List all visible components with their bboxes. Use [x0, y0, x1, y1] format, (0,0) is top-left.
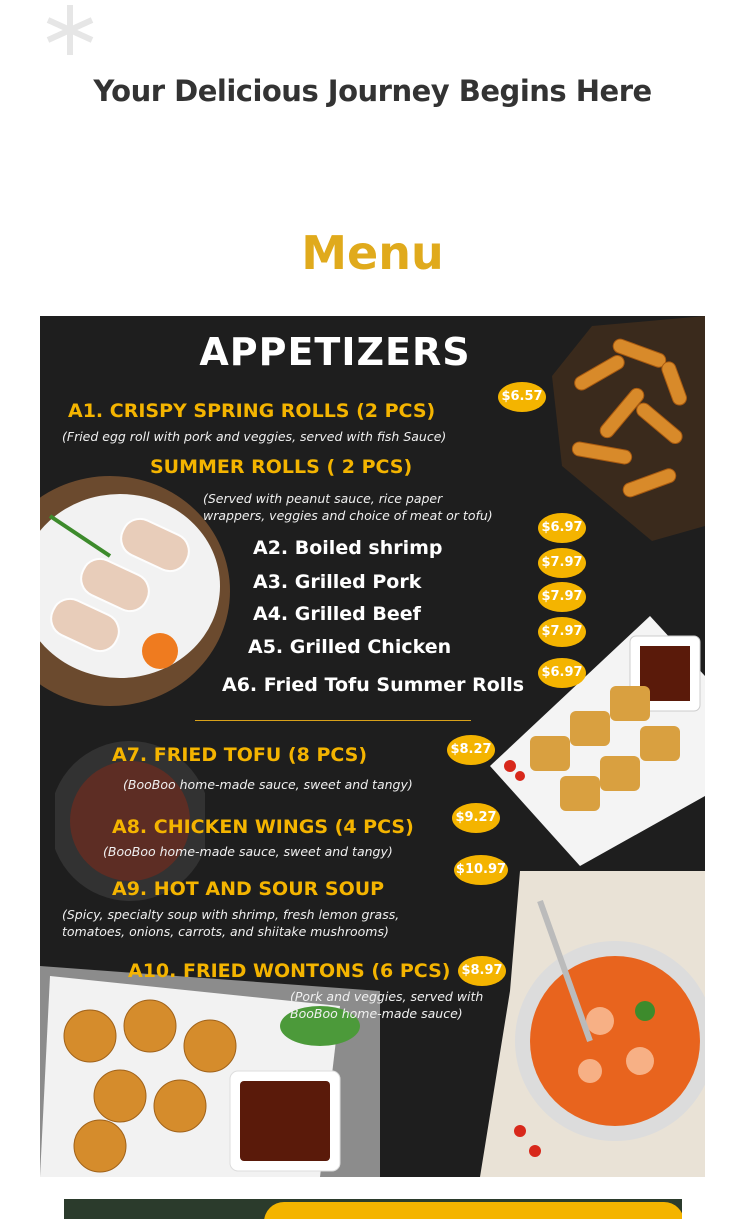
menu-item-name: A9. HOT AND SOUR SOUP: [112, 878, 385, 900]
section-divider: [195, 720, 471, 721]
menu-item-description: (BooBoo home-made sauce, sweet and tangy): [103, 844, 393, 859]
menu-item-description: (Fried egg roll with pork and veggies, served with fish Sauce): [62, 429, 447, 444]
price-badge: $6.57: [498, 382, 546, 412]
menu-category-heading: APPETIZERS: [199, 330, 471, 374]
menu-item-description: BooBoo home-made sauce): [290, 1006, 463, 1021]
menu-item-name: A4. Grilled Beef: [253, 603, 421, 625]
menu-item-name: A2. Boiled shrimp: [253, 537, 443, 559]
menu-item-description: (BooBoo home-made sauce, sweet and tangy): [123, 777, 413, 792]
menu-item-name: A8. CHICKEN WINGS (4 PCS): [112, 816, 414, 838]
menu-item-description: (Spicy, specialty soup with shrimp, fresh lemon grass,: [62, 907, 400, 922]
soup-photo: [480, 871, 705, 1177]
next-menu-image: [64, 1199, 682, 1219]
appetizers-menu-image: [40, 316, 705, 1177]
menu-item-name: SUMMER ROLLS ( 2 PCS): [150, 456, 413, 478]
price-badge: $10.97: [454, 855, 508, 885]
menu-item-description: tomatoes, onions, carrots, and shiitake mushrooms): [62, 924, 389, 939]
restaurant-logo-icon: [40, 0, 100, 60]
menu-item-name: A5. Grilled Chicken: [248, 636, 452, 658]
banner-heading-pill: [264, 1202, 682, 1219]
summer-rolls-photo: [40, 466, 230, 716]
menu-item-name: A1. CRISPY SPRING ROLLS (2 PCS): [68, 400, 436, 422]
menu-section-title: Menu: [301, 226, 444, 280]
menu-item-name: A3. Grilled Pork: [253, 571, 422, 593]
page-tagline: Your Delicious Journey Begins Here: [93, 74, 652, 108]
price-badge: $7.97: [538, 582, 586, 612]
price-badge: $7.97: [538, 617, 586, 647]
price-badge: $8.97: [458, 956, 506, 986]
menu-item-name: A6. Fried Tofu Summer Rolls: [222, 674, 525, 696]
restaurant-logo[interactable]: [40, 0, 100, 60]
menu-item-description: (Served with peanut sauce, rice paper: [203, 491, 443, 506]
menu-item-description: (Pork and veggies, served with: [290, 989, 484, 1004]
price-badge: $6.97: [538, 513, 586, 543]
menu-item-description: wrappers, veggies and choice of meat or tofu): [203, 508, 493, 523]
fried-tofu-photo: [490, 616, 705, 866]
price-badge: $9.27: [452, 803, 500, 833]
price-badge: $7.97: [538, 548, 586, 578]
menu-item-name: A7. FRIED TOFU (8 PCS): [112, 744, 368, 766]
menu-item-name: A10. FRIED WONTONS (6 PCS): [128, 960, 451, 982]
price-badge: $8.27: [447, 735, 495, 765]
price-badge: $6.97: [538, 658, 586, 688]
